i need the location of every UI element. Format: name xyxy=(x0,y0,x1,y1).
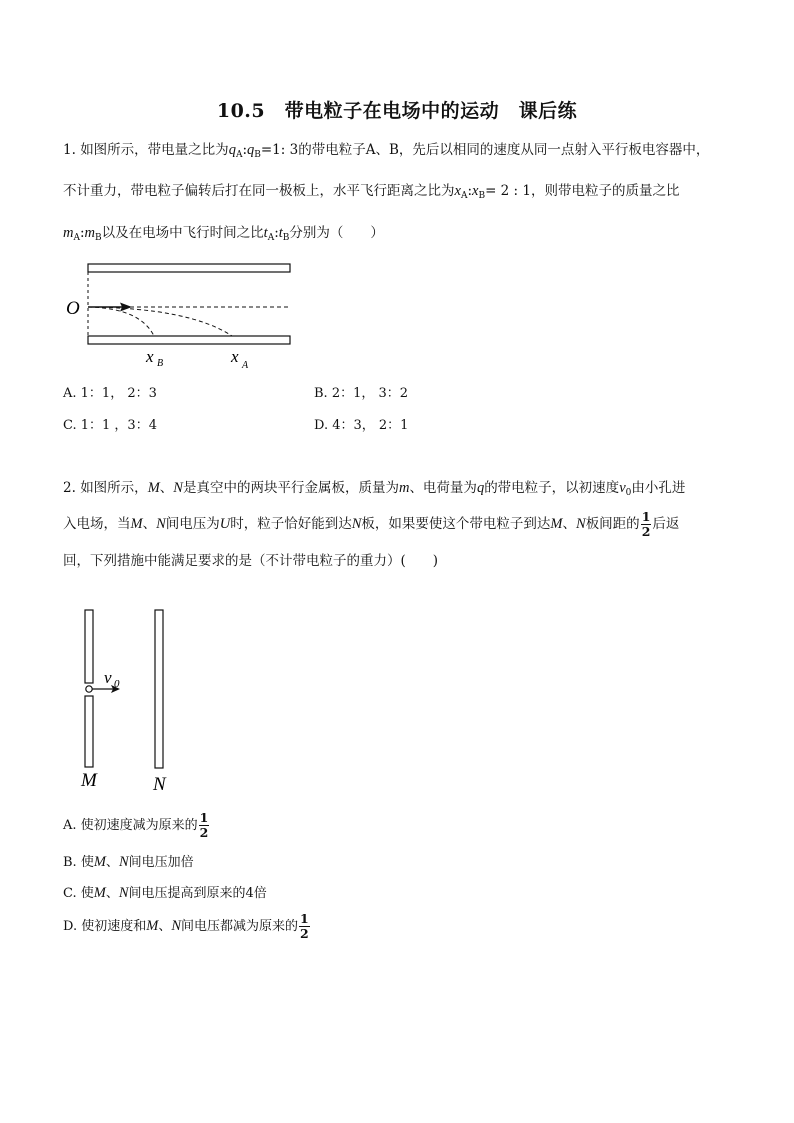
option-text: D. 使初速度和 xyxy=(63,919,147,934)
var-N: N xyxy=(118,885,129,901)
q2-option-b[interactable] xyxy=(63,853,194,872)
q2-text: 是真空中的两块平行金属板，质量为 xyxy=(182,480,399,496)
sep: 、 xyxy=(105,886,119,901)
q2-line-2 xyxy=(63,511,679,538)
plate-M-upper xyxy=(85,610,93,683)
q1-text: 以及在电场中飞行时间之比 xyxy=(101,225,264,241)
trajectory-A xyxy=(88,307,232,336)
sub-B: B xyxy=(478,191,486,201)
q1-text: 的带电粒子A、B，先后以相同的速度从同一点射入平行板电容器中， xyxy=(298,142,710,158)
var-N: N xyxy=(156,516,166,532)
q1-text: 如图所示，带电量之比为 xyxy=(80,142,229,158)
label-xA: x xyxy=(231,347,239,366)
q1-number: 1. xyxy=(63,142,76,158)
frac-num: 1 xyxy=(300,911,309,926)
q2-number: 2. xyxy=(63,480,76,496)
var-N: N xyxy=(171,918,182,934)
option-text: B. 使 xyxy=(63,855,94,870)
var-xB: x xyxy=(472,183,479,199)
q1-figure-capacitor xyxy=(60,258,300,376)
q2-text: 、电荷量为 xyxy=(409,480,477,496)
fraction-one-half xyxy=(641,511,652,538)
var-qB: q xyxy=(247,142,255,158)
sub-B: B xyxy=(95,233,102,243)
ratio-x: = 2 : 1 xyxy=(485,183,531,199)
particle xyxy=(86,686,92,692)
q1-option-d[interactable]: D. 4：3， 2：1 xyxy=(314,418,409,433)
q1-text: ，则带电粒子的质量之比 xyxy=(530,183,680,199)
q2-option-c[interactable] xyxy=(63,884,267,903)
var-qA: q xyxy=(228,142,236,158)
q2-text: 的带电粒子，以初速度 xyxy=(484,480,620,496)
q1-line-3 xyxy=(63,223,384,248)
fraction-one-half xyxy=(199,812,210,839)
q1-text: 分别为（ ） xyxy=(289,225,384,241)
frac-den: 2 xyxy=(641,524,651,539)
var-M: M xyxy=(130,516,143,532)
q2-line-3: 回，下列措施中能满足要求的是（不计带电粒子的重力）( ) xyxy=(63,553,439,569)
sub-A: A xyxy=(267,233,275,243)
label-N: N xyxy=(153,774,166,795)
frac-den: 2 xyxy=(199,825,209,840)
var-xA: x xyxy=(454,183,461,199)
q2-text: 间电压为 xyxy=(165,516,220,532)
var-M: M xyxy=(93,885,106,901)
option-text: 间电压都减为原来的 xyxy=(181,919,299,934)
frac-num: 1 xyxy=(641,509,651,524)
var-tA: t xyxy=(263,225,268,241)
frac-num: 1 xyxy=(199,810,209,825)
q2-text: 入电场，当 xyxy=(63,516,131,532)
q1-option-a[interactable]: A. 1：1， 2：3 xyxy=(63,386,157,401)
var-q: q xyxy=(476,480,485,496)
lower-plate xyxy=(88,336,290,344)
q2-text: 板，如果要使这个带电粒子到达 xyxy=(361,516,551,532)
sub-0: 0 xyxy=(625,488,632,498)
sub-A: A xyxy=(73,233,80,243)
q1-line-2 xyxy=(63,181,679,206)
label-xB: x xyxy=(146,347,154,366)
var-U: U xyxy=(219,516,231,532)
var-M: M xyxy=(147,480,160,496)
label-xB-sub: B xyxy=(157,358,164,369)
q1-text: 不计重力，带电粒子偏转后打在同一极板上，水平飞行距离之比为 xyxy=(63,183,455,199)
var-v0: v xyxy=(619,480,626,496)
label-O: O xyxy=(66,298,80,319)
option-text: C. 使 xyxy=(63,886,94,901)
sep: 、 xyxy=(562,516,577,532)
colon: : xyxy=(242,142,247,158)
var-N: N xyxy=(351,516,362,532)
label-M: M xyxy=(81,770,97,791)
option-text: A. 使初速度减为原来的 xyxy=(63,818,198,833)
var-tB: t xyxy=(278,225,283,241)
fraction-one-half xyxy=(299,913,310,940)
q2-option-a[interactable] xyxy=(63,812,210,839)
var-N: N xyxy=(576,516,586,532)
frac-den: 2 xyxy=(300,926,309,941)
q1-line-1 xyxy=(63,140,709,165)
sub-B: B xyxy=(282,233,290,243)
ratio-q: =1: 3 xyxy=(260,142,299,158)
var-m: m xyxy=(398,480,410,496)
label-v: v xyxy=(104,668,112,687)
label-v-sub: 0 xyxy=(114,678,120,690)
label-xA-sub: A xyxy=(242,360,249,371)
var-mB: m xyxy=(84,225,96,241)
trajectory-B xyxy=(88,307,154,336)
sub-A: A xyxy=(235,150,243,160)
var-N: N xyxy=(173,480,183,496)
q2-text: 后返 xyxy=(652,516,680,532)
q2-figure-plates xyxy=(74,604,204,796)
q2-option-d[interactable] xyxy=(63,913,311,940)
var-M: M xyxy=(550,516,563,532)
q1-option-c[interactable]: C. 1：1 ，3：4 xyxy=(63,418,157,433)
var-N: N xyxy=(118,854,129,870)
page-title: 10.5 带电粒子在电场中的运动 课后练 xyxy=(216,100,578,122)
colon: : xyxy=(79,225,85,241)
plate-M-lower xyxy=(85,696,93,767)
option-text: 间电压加倍 xyxy=(128,855,194,870)
sub-A: A xyxy=(460,191,468,201)
q2-text: 时，粒子恰好能到达 xyxy=(230,516,352,532)
var-M: M xyxy=(146,918,159,934)
sep: 、 xyxy=(142,516,157,532)
q1-option-b[interactable]: B. 2：1， 3：2 xyxy=(314,386,409,401)
upper-plate xyxy=(88,264,290,272)
q2-text: 由小孔进 xyxy=(631,480,686,496)
sep: 、 xyxy=(105,855,119,870)
colon: : xyxy=(467,183,472,199)
q2-text: 如图所示， xyxy=(80,480,148,496)
var-M: M xyxy=(93,854,106,870)
option-text: 间电压提高到原来的4倍 xyxy=(128,886,267,901)
q2-line-1 xyxy=(63,478,685,503)
sep: 、 xyxy=(159,480,174,496)
colon: : xyxy=(274,225,279,241)
q2-text: 板间距的 xyxy=(585,516,640,532)
var-mA: m xyxy=(63,225,74,241)
sep: 、 xyxy=(158,919,172,934)
plate-N xyxy=(155,610,163,768)
sub-B: B xyxy=(254,150,261,160)
